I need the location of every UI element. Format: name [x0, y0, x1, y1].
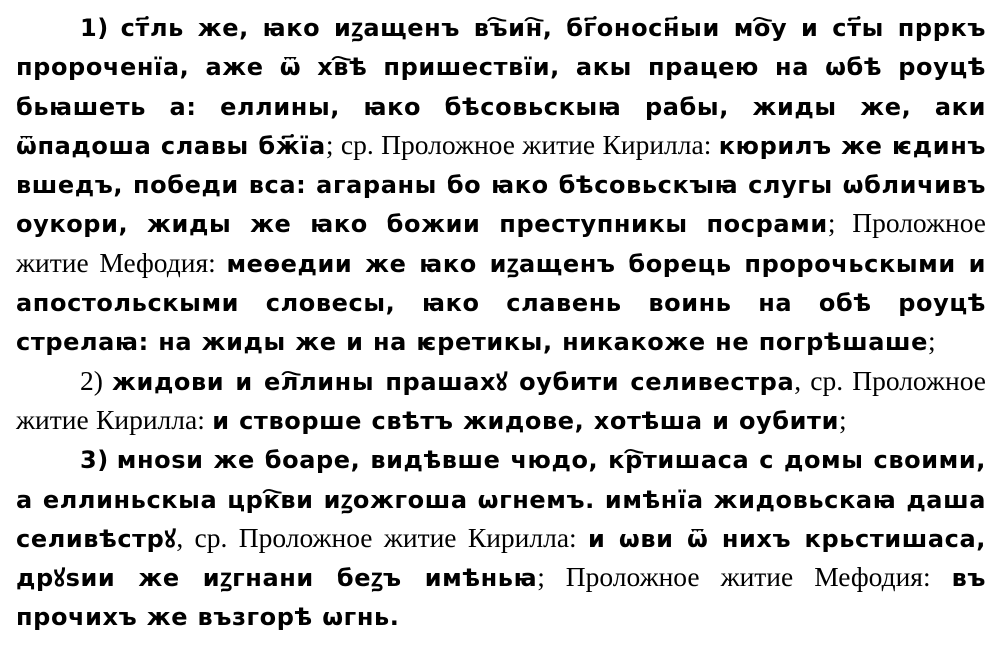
- church-slavonic-quote: меѳедии же ꙗко иꙁащенъ борець пророчьскыми и апостольскыми словесы, ꙗко славень воинь на обѣ роуцѣ стрелаꙗ: на жиды же и на ѥретикы, никакоже не погрѣшаше: [16, 249, 986, 357]
- russian-text: , ср. Проложное житие Кирилла:: [16, 364, 987, 435]
- paragraph-1: [16, 8, 986, 362]
- russian-text: , ср. Проложное житие Кирилла:: [176, 521, 589, 553]
- church-slavonic-quote: и створше свѣтъ жидове, хотѣша и оубити: [212, 406, 839, 435]
- russian-text: ; Проложное житие Мефодия:: [16, 207, 986, 278]
- church-slavonic-quote: кюрилъ же ѥдинъ вшедъ, победи вса: агараны бо ꙗко бѣсовьскꙑꙗ слугы ѡбличивъ оукори, жиды же ꙗко божии преступникы посрами: [16, 131, 987, 239]
- church-slavonic-quote: и ѡви ѿ нихъ крьстишаса, дрꙋѕии же иꙁгнани беꙁъ имѣньꙗ: [16, 524, 986, 593]
- russian-text: ;: [839, 403, 847, 435]
- paragraph-3: [16, 440, 986, 636]
- church-slavonic-quote: въ прочихъ же възгорѣ ѡгнь.: [16, 564, 986, 632]
- paragraph-marker: 3): [80, 446, 109, 475]
- paragraph-marker: 2): [80, 364, 103, 396]
- paragraph-2: [16, 362, 986, 441]
- church-slavonic-quote: ст҃ль же, ꙗко иꙁащенъ въ҇ин҇, бг҃оносн҃ыи мо҇у и ст҃ы прркъ пророченїа, аже ѿ хв҇ѣ пришествїи, акы працею на ѡбѣ роуцѣ бьꙗшеть а: еллины, ꙗко бѣсовьскыꙗ рабы, жиды же, аки ѿпадоша славы бж҃їа: [16, 14, 986, 160]
- paragraph-marker: 1): [80, 14, 109, 42]
- church-slavonic-quote: мноѕи же боаре, видѣвше чюдо, кр҇тишаса с домы своими, а еллиньскыа црк҇ви иꙁожгоша ѡгнемъ. имѣнїа жидовьскаꙗ даша селивѣстрꙋ: [16, 446, 986, 553]
- church-slavonic-quote: жидови и ел҇лины прашахꙋ оубити селивестра: [112, 367, 795, 396]
- russian-text: ;: [928, 325, 936, 357]
- russian-text: ; Проложное житие Мефодия:: [537, 561, 952, 593]
- russian-text: ; ср. Проложное житие Кирилла:: [325, 128, 719, 160]
